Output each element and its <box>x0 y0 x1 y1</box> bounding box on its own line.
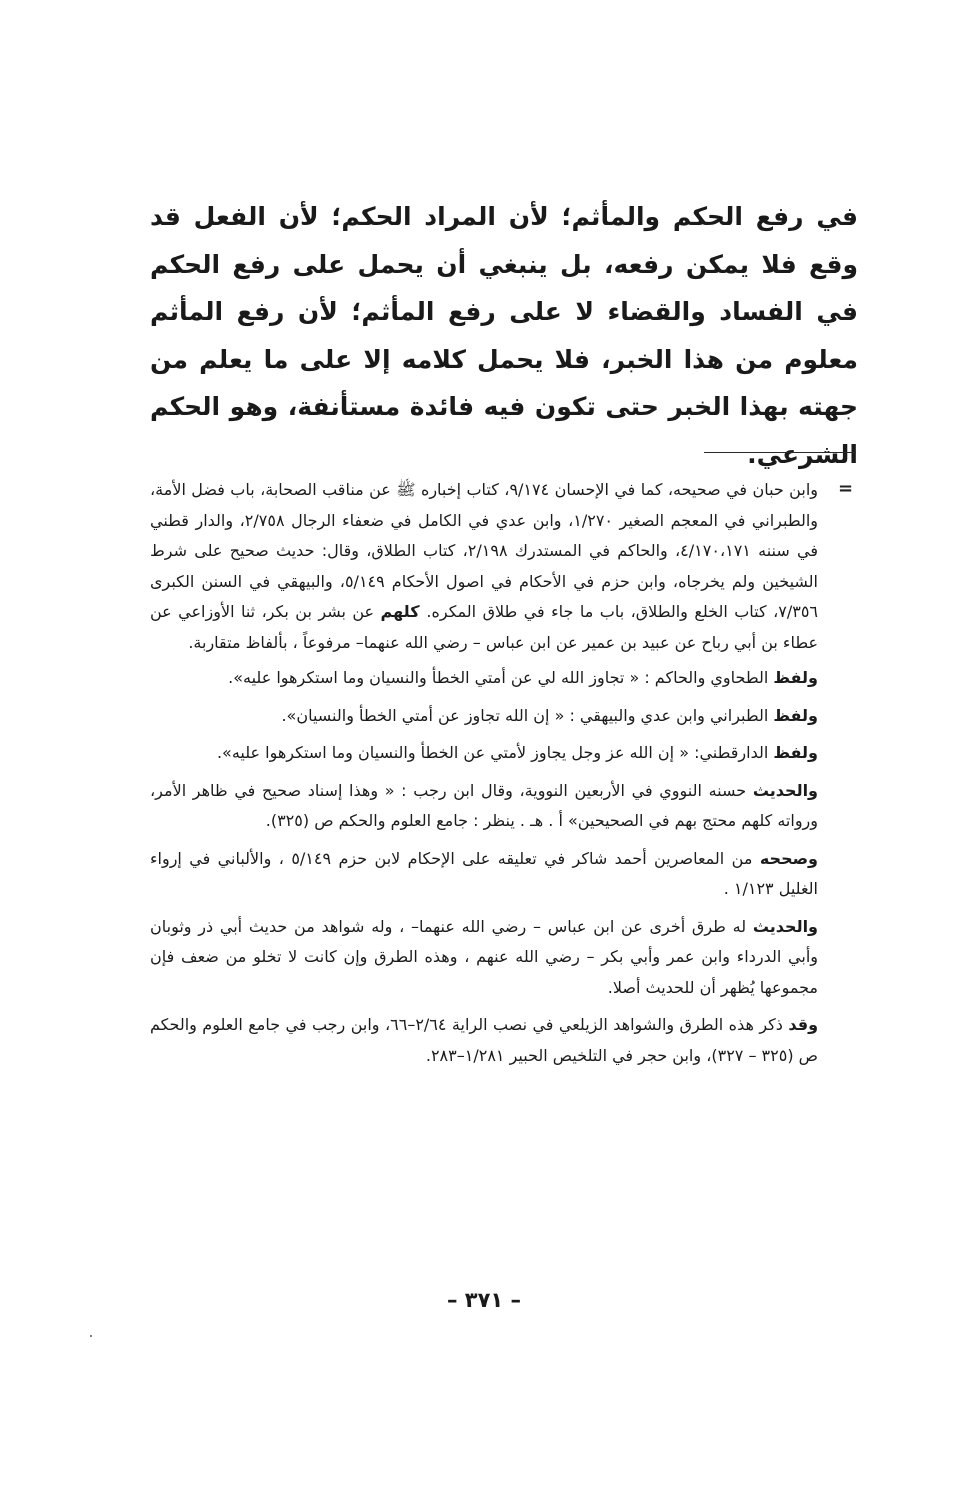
footnote-lead: كلهم <box>380 602 427 621</box>
footnote-separator <box>704 452 856 453</box>
footnote-paragraph <box>150 776 818 837</box>
footnote-paragraph <box>150 738 818 769</box>
footnote-paragraph <box>150 475 818 658</box>
footnote-lead: ولفظ <box>773 668 818 687</box>
footnote-paragraph <box>150 701 818 732</box>
footnote-text: له طرق أخرى عن ابن عباس – رضي الله عنهما– ، وله شواهد من حديث أبي ذر وثوبان وأبي الدرداء وابن عمر وأبي بكر – رضي الله عنهم ، وهذه الطرق وإن كانت لا تخلو من ضعف فإن مجموعها يُظهر أن للحديث أصلا. <box>150 916 818 997</box>
footnote-lead: وقد <box>788 1015 819 1034</box>
footnote-text: وابن حبان في صحيحه، كما في الإحسان ٩/١٧٤، كتاب إخباره ﷺ عن مناقب الصحابة، باب فضل الأمة، والطبراني في المعجم الصغير ١/٢٧٠، وابن عدي في الكامل في ضعفاء الرجال ٢/٧٥٨، والدار قطني في سننه ٤/١٧٠،١٧١، والحاكم في المستدرك ٢/١٩٨، كتاب الطلاق، وقال: حديث صحيح على شرط الشيخين ولم يخرجاه، وابن حزم في الأحكام في اصول الأحكام ٥/١٤٩، والبيهقي في السنن الكبرى ٧/٣٥٦، كتاب الخلع والطلاق، باب ما جاء في طلاق المكره. <box>150 480 819 621</box>
footnote-continuation-mark: = <box>838 478 854 499</box>
footnote-paragraph <box>150 844 818 905</box>
footnote-lead: ولفظ <box>773 743 818 762</box>
footnote-lead: والحديث <box>752 780 818 800</box>
footnote-text: الطبراني وابن عدي والبيهقي : « إن الله تجاوز عن أمتي الخطأ والنسيان». <box>281 705 774 725</box>
footnote-text: من المعاصرين أحمد شاكر في تعليقه على الإحكام لابن حزم ٥/١٤٩ ، والألباني في إرواء الغليل ١/١٢٣ . <box>150 848 818 898</box>
footnote-paragraph <box>150 663 818 694</box>
footnote-text: حسنه النووي في الأربعين النووية، وقال ابن رجب : « وهذا إسناد صحيح في ظاهر الأمر، ورواته كلهم محتج بهم في الصحيحين» أ . هـ . ينظر : جامع العلوم والحكم ص (٣٢٥). <box>150 780 818 830</box>
footnote-text: الدارقطني: « إن الله عز وجل يجاوز لأمتي عن الخطأ والنسيان وما استكرهوا عليه». <box>216 743 774 762</box>
page-number: – ٣٧١ – <box>446 1288 522 1312</box>
footnote-text: الطحاوي والحاكم : « تجاوز الله لي عن أمتي الخطأ والنسيان وما استكرهوا عليه». <box>228 668 774 687</box>
footnote-lead: وصححه <box>759 848 818 868</box>
footnotes <box>150 475 818 1078</box>
footnote-lead: والحديث <box>752 916 818 936</box>
scan-speck <box>90 1335 92 1337</box>
footnote-text: ذكر هذه الطرق والشواهد الزيلعي في نصب الراية ٢/٦٤–٦٦، وابن رجب في جامع العلوم والحكم ص (٣٢٥ – ٣٢٧)، وابن حجر في التلخيص الحبير ١/٢٨١–٢٨٣. <box>150 1015 818 1065</box>
footnote-lead: ولفظ <box>773 705 818 725</box>
main-paragraph: في رفع الحكم والمأثم؛ لأن المراد الحكم؛ لأن الفعل قد وقع فلا يمكن رفعه، بل ينبغي أن يحمل على رفع الحكم في الفساد والقضاء لا على رفع المأثم؛ لأن رفع المأثم معلوم من هذا الخبر، فلا يحمل كلامه إلا على ما يعلم من جهته بهذا الخبر حتى تكون فيه فائدة مستأنفة، وهو الحكم الشرعي. <box>150 202 858 469</box>
footnote-text: عن بشر بن بكر، ثنا الأوزاعي عن عطاء بن أبي رباح عن عبيد بن عمير عن ابن عباس – رضي الله عنهما– مرفوعاً ، بألفاظ متقاربة. <box>150 602 818 652</box>
footnote-paragraph <box>150 1010 818 1071</box>
footnote-paragraph <box>150 912 818 1004</box>
